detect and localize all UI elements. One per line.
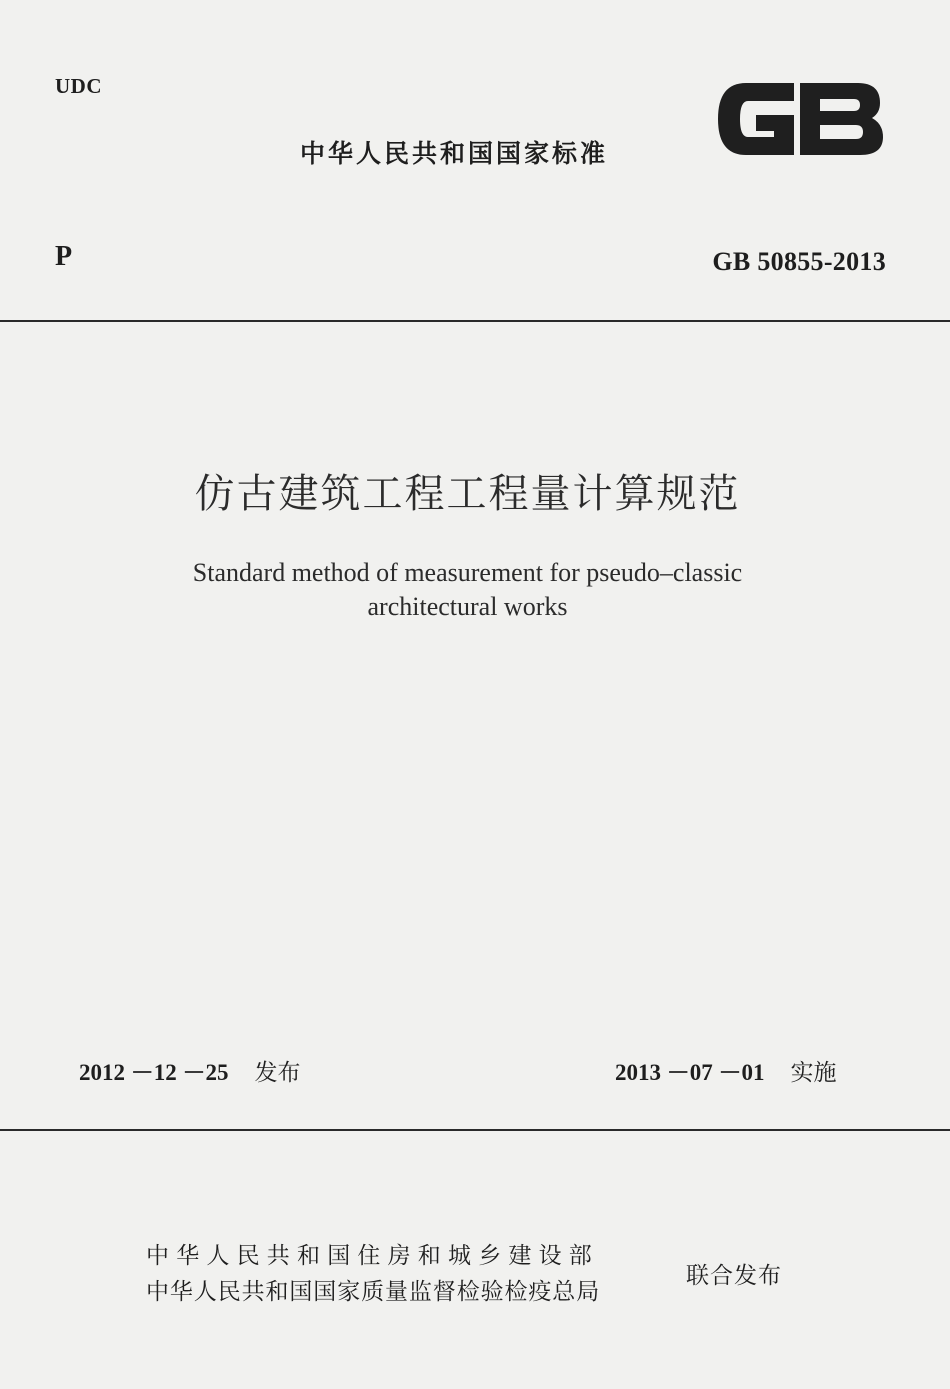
title-english bbox=[0, 556, 935, 624]
top-divider bbox=[0, 320, 950, 322]
issuer-ministry: 中华人民共和国住房和城乡建设部 bbox=[146, 1243, 599, 1269]
bottom-divider bbox=[0, 1129, 950, 1131]
title-chinese: 仿古建筑工程工程量计算规范 bbox=[194, 471, 741, 517]
national-standard-heading: 中华人民共和国国家标准 bbox=[300, 139, 609, 168]
category-code: P bbox=[55, 241, 73, 272]
gb-logo bbox=[708, 73, 888, 165]
title-english-line-1: Standard method of measurement for pseudo–classic bbox=[192, 558, 743, 587]
issue-date: 2012 －12 －25 bbox=[79, 1060, 229, 1085]
effective-label: 实施 bbox=[790, 1060, 837, 1086]
effective-date-block bbox=[615, 1054, 837, 1087]
issue-date-block bbox=[79, 1054, 301, 1087]
issuer-aqsiq: 中华人民共和国国家质量监督检验检疫总局 bbox=[146, 1279, 601, 1305]
effective-date: 2013 －07 －01 bbox=[615, 1060, 765, 1085]
standard-number: GB 50855-2013 bbox=[712, 247, 886, 276]
title-english-line-2: architectural works bbox=[367, 592, 568, 621]
udc-label: UDC bbox=[55, 74, 102, 98]
issue-label: 发布 bbox=[254, 1060, 301, 1086]
joint-release-label: 联合发布 bbox=[686, 1263, 782, 1289]
issuing-authorities bbox=[146, 1238, 600, 1310]
